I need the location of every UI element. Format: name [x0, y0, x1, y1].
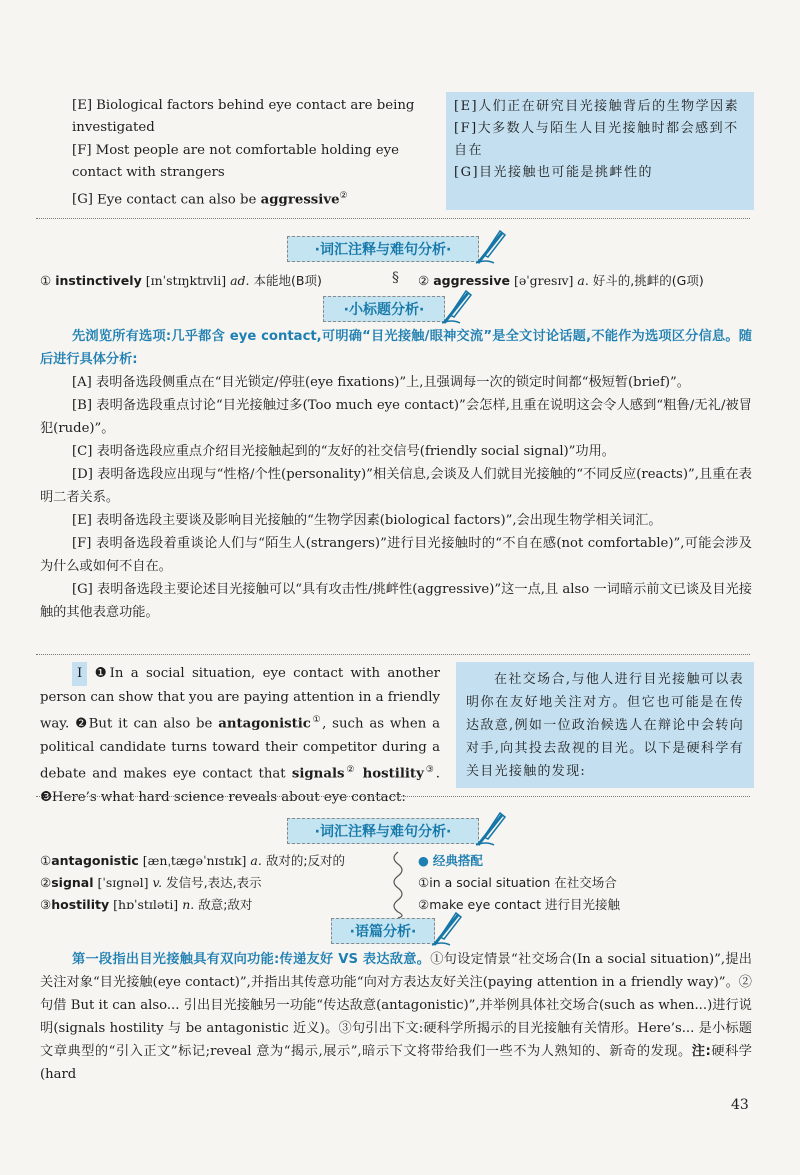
collocation-title: ● 经典搭配 — [418, 853, 483, 868]
section-banner-vocab: ·词汇注释与难句分析· — [287, 818, 479, 844]
option-e: [E] Biological factors behind eye contact are being investigated — [72, 98, 415, 135]
collocation-item: ②make eye contact 进行目光接触 — [418, 897, 621, 912]
vocab-item-aggressive: ② aggressive [əˈgresɪv] a. 好斗的,挑衅的(G项) — [418, 273, 704, 288]
divider — [36, 654, 750, 655]
heading-analysis — [40, 325, 752, 624]
heading-item-c: [C] 表明备选段应重点介绍目光接触起到的“友好的社交信号(friendly social signal)”功用。 — [72, 444, 615, 459]
heading-item-e: [E] 表明备选段主要谈及影响目光接触的“生物学因素(biological factors)”,会出现生物学相关词汇。 — [72, 513, 662, 528]
paragraph-number: I — [72, 662, 87, 686]
collocation-block — [418, 850, 748, 916]
chain-divider-icon — [388, 850, 408, 920]
heading-intro: 先浏览所有选项:几乎都含 eye contact,可明确“目光接触/眼神交流”是全文讨论话题,不能作为选项区分信息。随后进行具体分析: — [40, 329, 752, 367]
quill-pen-icon — [440, 289, 474, 325]
quill-pen-icon — [430, 911, 464, 947]
quill-pen-icon — [474, 229, 508, 265]
vocab-item-hostility: ③hostility [hɒˈstɪləti] n. 敌意;敌对 — [40, 897, 253, 912]
heading-item-g: [G] 表明备选段主要论述目光接触可以“具有攻击性/挑衅性(aggressive)”这一点,且 also 一词暗示前文已谈及目光接触的其他表意功能。 — [40, 582, 752, 620]
chain-divider-icon: § — [392, 270, 399, 286]
option-f: [F] Most people are not comfortable holding eye contact with strangers — [72, 143, 400, 180]
discourse-analysis: 第一段指出目光接触具有双向功能:传递友好 VS 表达敌意。①句设定情景“社交场合(In a social situation)”,提出关注对象“目光接触(eye contact)”,并指出其传意功能“向对方表达友好关注(paying attention in a friendly way)”。②句借 But it can also... 引出目光接触另一功能“传达敌意(antagonistic)”,并举例具体社交场合(such as when...)进行说明(signals hostility 与 be antagonistic 近义)。③句引出下文:硬科学所揭示的目光接触有关情形。Here’s... 是小标题文章典型的“引入正文”标记;reveal 意为“揭示,展示”,暗示下文将带给我们一些不为人熟知的、新奇的发现。注:硬科学(hard — [40, 952, 752, 1082]
section-banner-vocab: ·词汇注释与难句分析· — [287, 236, 479, 262]
divider — [36, 218, 750, 219]
options-translation-box — [446, 92, 754, 210]
quill-pen-icon — [474, 811, 508, 847]
heading-item-f: [F] 表明备选段着重谈论人们与“陌生人(strangers)”进行目光接触时的“不自在感(not comfortable)”,可能会涉及为什么或如何不自在。 — [40, 536, 752, 574]
passage-paragraph-1: I ❶In a social situation, eye contact with another person can show that you are paying attention in a friendly way. ❷But it can also be antagonistic①, such as when a political candidate turns toward their competitor during a debate and makes eye contact that signals② hostility③. ❸Here’s what hard science reveals about eye contact: — [40, 662, 440, 810]
section-banner-heading: ·小标题分析· — [323, 296, 445, 322]
translation-g: [G]目光接触也可能是挑衅性的 — [454, 165, 654, 180]
vocab-item-antagonistic: ①antagonistic [ænˌtægəˈnɪstɪk] a. 敌对的;反对的 — [40, 853, 346, 868]
heading-item-d: [D] 表明备选段应出现与“性格/个性(personality)”相关信息,会谈及人们就目光接触的“不同反应(reacts)”,且重在表明二者关系。 — [40, 467, 752, 505]
collocation-item: ①in a social situation 在社交场合 — [418, 875, 617, 890]
divider — [36, 796, 750, 797]
vocab-item-signal: ②signal [ˈsɪgnəl] v. 发信号,表达,表示 — [40, 875, 262, 890]
passage-translation-box: 在社交场合,与他人进行目光接触可以表明你在友好地关注对方。但它也可能是在传达敌意,例如一位政治候选人在辩论中会转向对手,向其投去敌视的目光。以下是硬科学有关目光接触的发现: — [456, 662, 754, 788]
heading-item-b: [B] 表明备选段重点讨论“目光接触过多(Too much eye contact)”会怎样,且重在说明这会令人感到“粗鲁/无礼/被冒犯(rude)”。 — [40, 398, 752, 436]
vocab-list-2 — [40, 850, 380, 916]
translation-f: [F]大多数人与陌生人目光接触时都会感到不自在 — [454, 121, 739, 158]
section-banner-discourse: ·语篇分析· — [331, 918, 435, 944]
option-g: [G] Eye contact can also be aggressive② — [72, 191, 348, 208]
heading-item-a: [A] 表明备选段侧重点在“目光锁定/停驻(eye fixations)”上,且强调每一次的锁定时间都“极短暂(brief)”。 — [72, 375, 690, 390]
vocab-item-instinctively: ① instinctively [ɪnˈstɪŋktɪvli] ad. 本能地(B项) — [40, 273, 322, 288]
translation-e: [E]人们正在研究目光接触背后的生物学因素 — [454, 99, 740, 114]
bullet-icon: ● — [418, 853, 429, 868]
page-number: 43 — [731, 1097, 749, 1113]
